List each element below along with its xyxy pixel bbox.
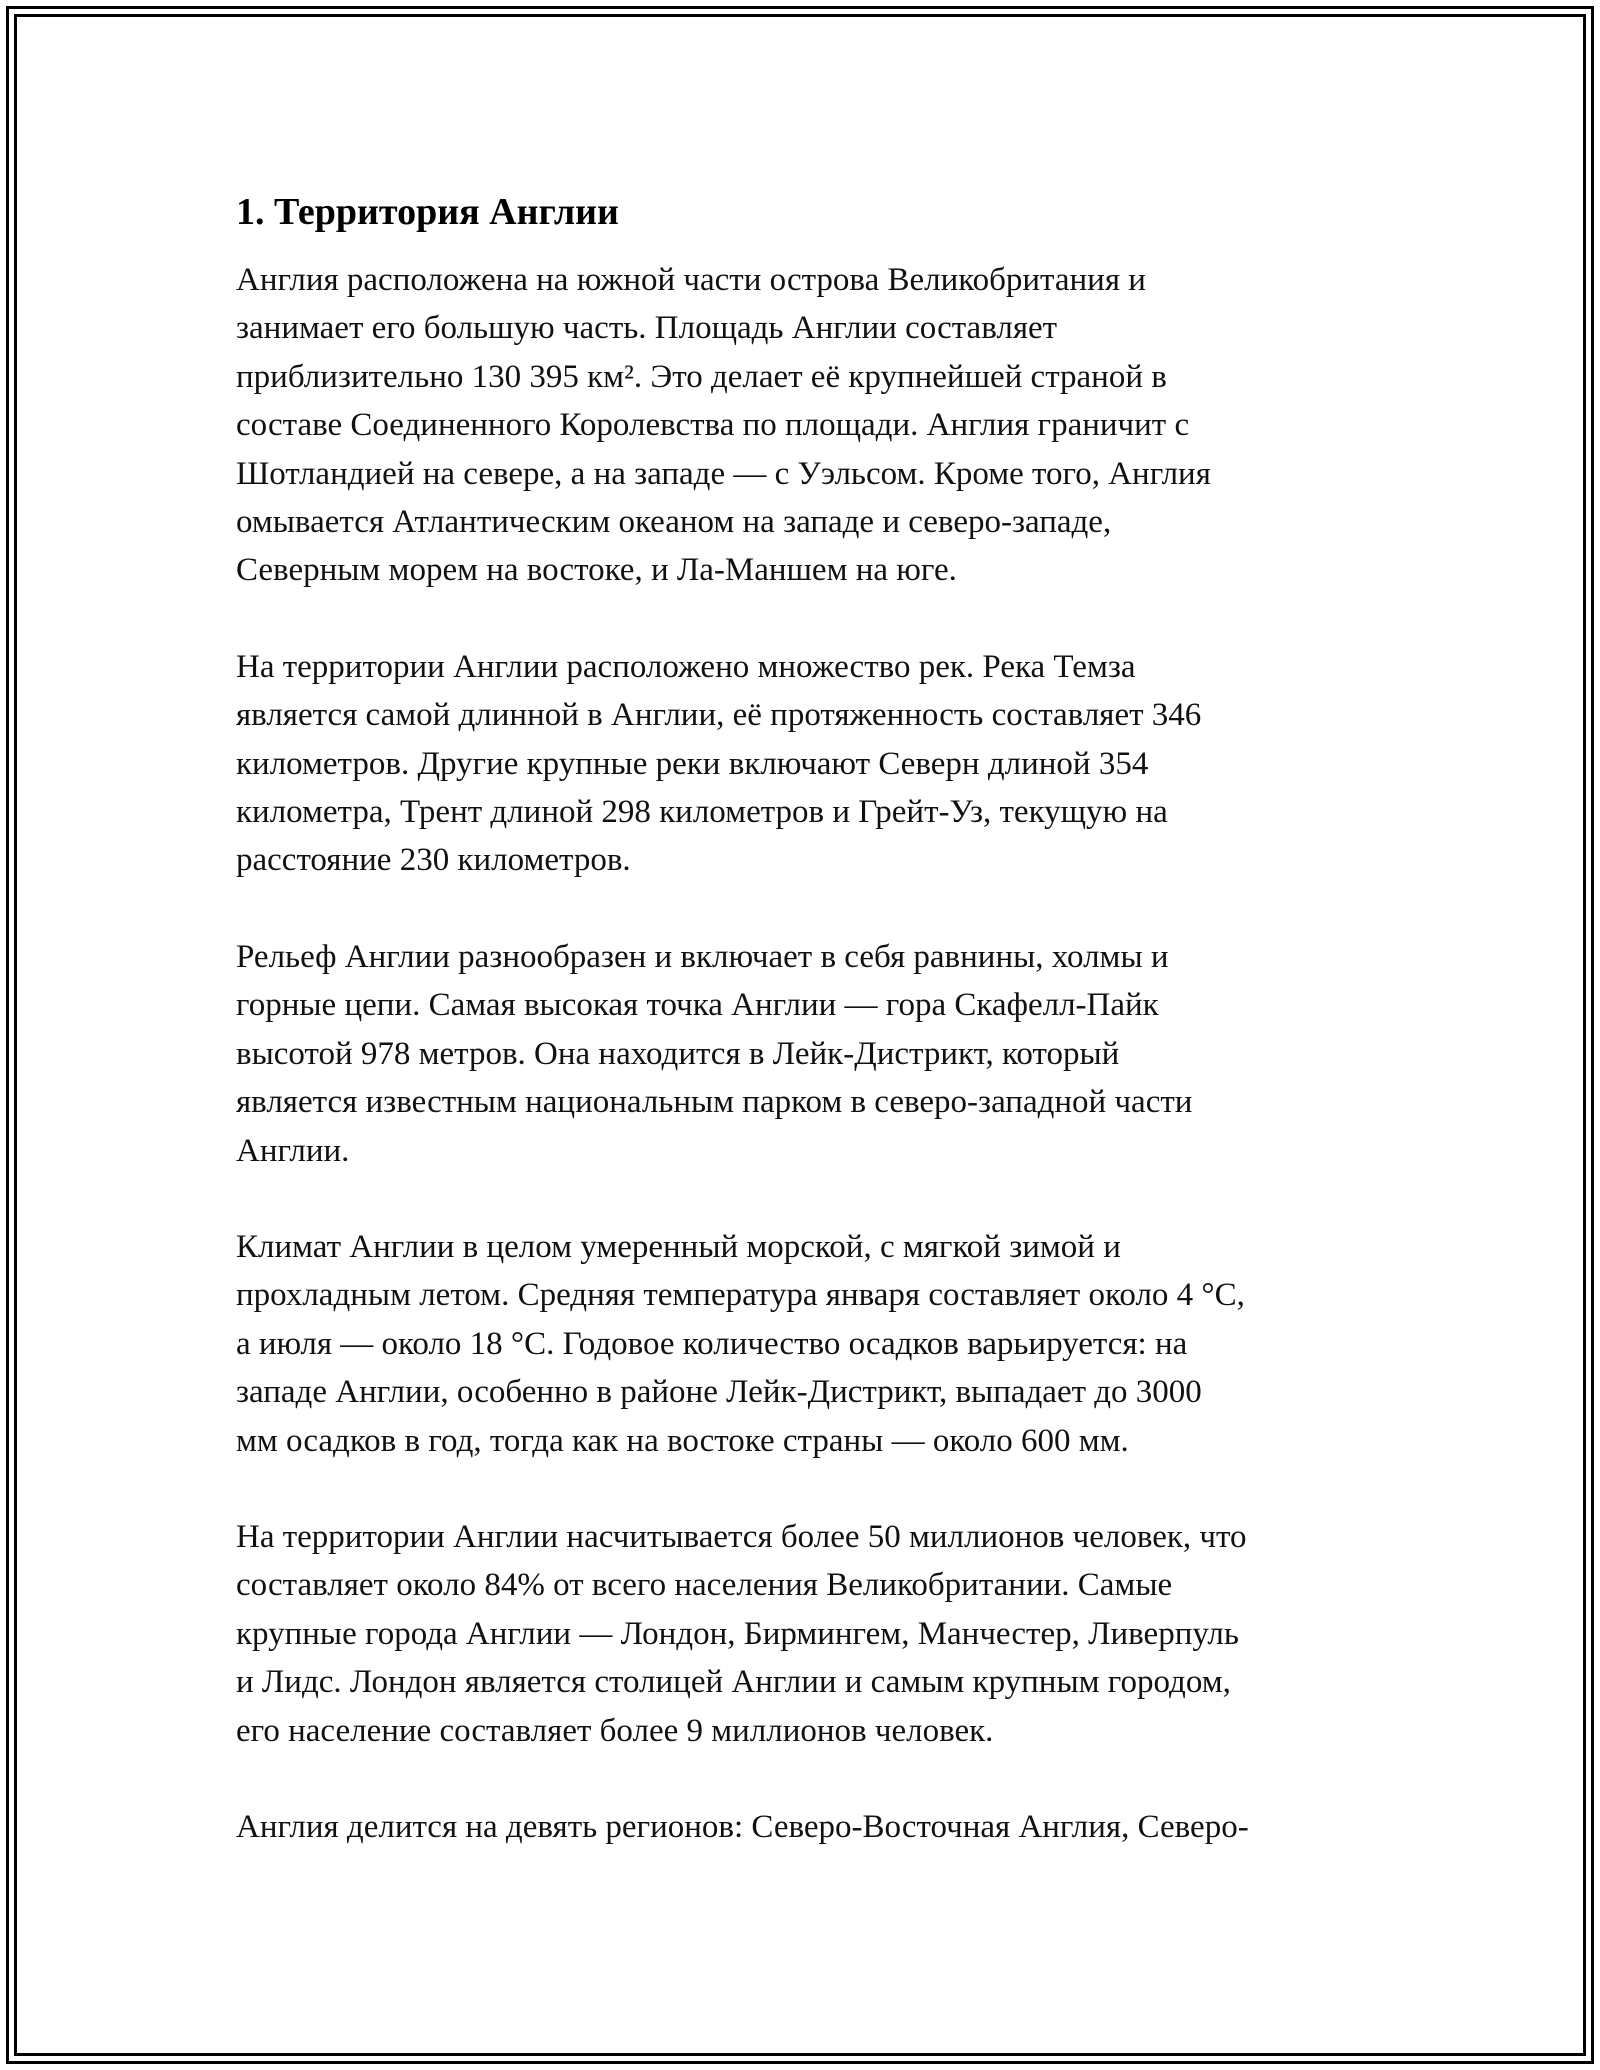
- text-line: является известным национальным парком в северо-западной части: [236, 1084, 1193, 1121]
- text-line: километра, Трент длиной 298 километров и Грейт-Уз, текущую на: [236, 794, 1168, 831]
- text-line: Климат Англии в целом умеренный морской, с мягкой зимой и: [236, 1228, 1121, 1265]
- text-line: составляет около 84% от всего населения Великобритании. Самые: [236, 1567, 1173, 1604]
- text-line: Англия делится на девять регионов: Северо-Восточная Англия, Северо-: [236, 1808, 1249, 1845]
- text-line: На территории Англии расположено множество рек. Река Темза: [236, 648, 1136, 685]
- section-heading: 1. Территория Англии: [236, 191, 619, 233]
- text-line: является самой длинной в Англии, её протяженность составляет 346: [236, 697, 1202, 734]
- paragraph: [236, 1513, 1386, 1755]
- text-line: омывается Атлантическим океаном на западе и северо-западе,: [236, 504, 1112, 541]
- text-line: километров. Другие крупные реки включают Северн длиной 354: [236, 745, 1149, 782]
- paragraph: [236, 1223, 1386, 1465]
- paragraph: [236, 256, 1386, 595]
- text-line: высотой 978 метров. Она находится в Лейк-Дистрикт, который: [236, 1035, 1120, 1072]
- text-line: крупные города Англии — Лондон, Бирмингем, Манчестер, Ливерпуль: [236, 1615, 1239, 1652]
- text-line: горные цепи. Самая высокая точка Англии — гора Скафелл-Пайк: [236, 987, 1159, 1024]
- text-line: Рельеф Англии разнообразен и включает в себя равнины, холмы и: [236, 938, 1169, 975]
- text-line: Шотландией на севере, а на западе — с Уэльсом. Кроме того, Англия: [236, 455, 1211, 492]
- paragraph: [236, 933, 1386, 1175]
- document-body: [236, 188, 1386, 1899]
- text-line: Англия расположена на южной части острова Великобритания и: [236, 262, 1146, 298]
- text-line: западе Англии, особенно в районе Лейк-Дистрикт, выпадает до 3000: [236, 1374, 1202, 1411]
- text-line: его население составляет более 9 миллионов человек.: [236, 1712, 994, 1749]
- text-line: мм осадков в год, тогда как на востоке страны — около 600 мм.: [236, 1422, 1129, 1459]
- text-line: занимает его большую часть. Площадь Англии составляет: [236, 310, 1058, 347]
- paragraph-list: [236, 256, 1386, 1851]
- paragraph: [236, 643, 1386, 885]
- text-line: составе Соединенного Королевства по площади. Англия граничит с: [236, 407, 1190, 444]
- text-line: и Лидс. Лондон является столицей Англии и самым крупным городом,: [236, 1664, 1231, 1701]
- text-line: а июля — около 18 °C. Годовое количество осадков варьируется: на: [236, 1325, 1188, 1362]
- text-line: Англии.: [236, 1132, 350, 1169]
- text-line: приблизительно 130 395 км². Это делает её крупнейшей страной в: [236, 358, 1167, 395]
- text-line: расстояние 230 километров.: [236, 842, 631, 879]
- text-line: прохладным летом. Средняя температура января составляет около 4 °C,: [236, 1277, 1245, 1314]
- paragraph: [236, 1803, 1386, 1851]
- text-line: На территории Англии насчитывается более 50 миллионов человек, что: [236, 1518, 1247, 1555]
- text-line: Северным морем на востоке, и Ла-Маншем на юге.: [236, 552, 957, 589]
